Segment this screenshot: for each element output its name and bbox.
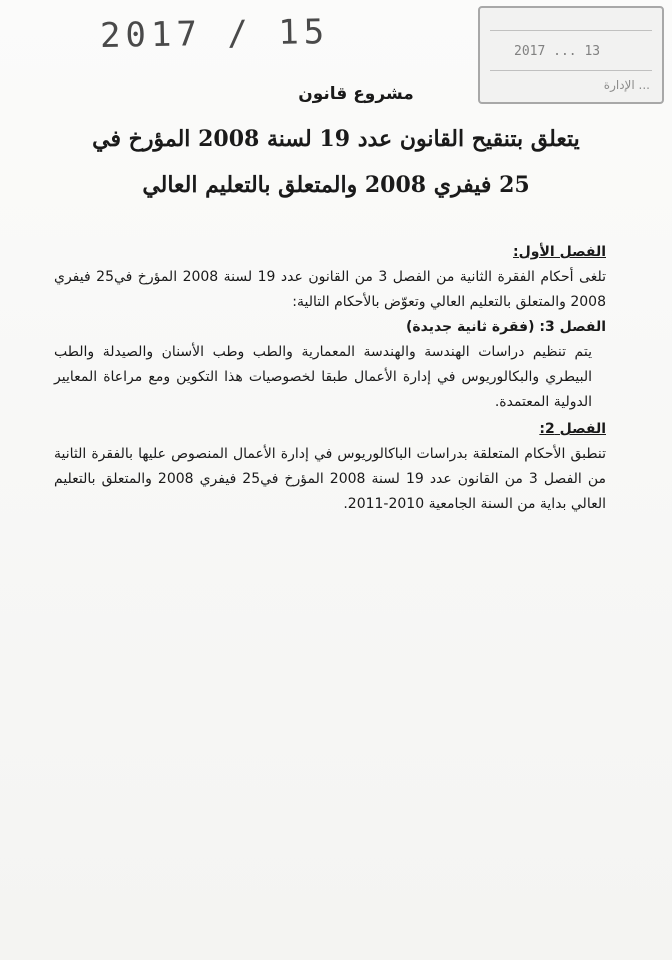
stamp-date: 2017 ... 13 [514, 44, 601, 59]
article-1-text: تلغى أحكام الفقرة الثانية من الفصل 3 من القانون عدد 19 لسنة 2008 المؤرخ في25 فيفري 2008 والمتعلق بالتعليم العالي وتعوّض بالأحكام التالية: [54, 269, 606, 310]
title-line-1: يتعلق بتنقيح القانون عدد 19 لسنة 2008 المؤرخ في [92, 126, 580, 152]
stamp-rule [490, 70, 652, 71]
stamp-label: ... الإدارة [603, 78, 650, 92]
stamp-rule [490, 30, 652, 31]
article-3-text: يتم تنظيم دراسات الهندسة والهندسة المعمارية والطب وطب الأسنان والصيدلة والطب البيطري والبكالوريوس في إدارة الأعمال طبقا لخصوصيات هذا التكوين ومع مراعاة المعايير الدولية المعتمدة. [54, 344, 592, 410]
article-1-heading: الفصل الأول: [513, 244, 606, 260]
title-line-2: 25 فيفري 2008 والمتعلق بالتعليم العالي [142, 172, 530, 198]
reference-number: 2017 / 15 [99, 12, 330, 56]
article-2-text: تنطبق الأحكام المتعلقة بدراسات الباكالوريوس في إدارة الأعمال المنصوص عليها بالفقرة الثانية من الفصل 3 من القانون عدد 19 لسنة 2008 المؤرخ في25 فيفري 2008 والمتعلق بالتعليم العالي بداية من السنة الجامعية 2010-2011. [54, 446, 606, 512]
article-3-heading: الفصل 3: (فقرة ثانية جديدة) [405, 319, 606, 335]
document-body [54, 238, 606, 517]
project-label: مشروع قانون [298, 84, 414, 104]
article-2-heading: الفصل 2: [539, 421, 606, 437]
